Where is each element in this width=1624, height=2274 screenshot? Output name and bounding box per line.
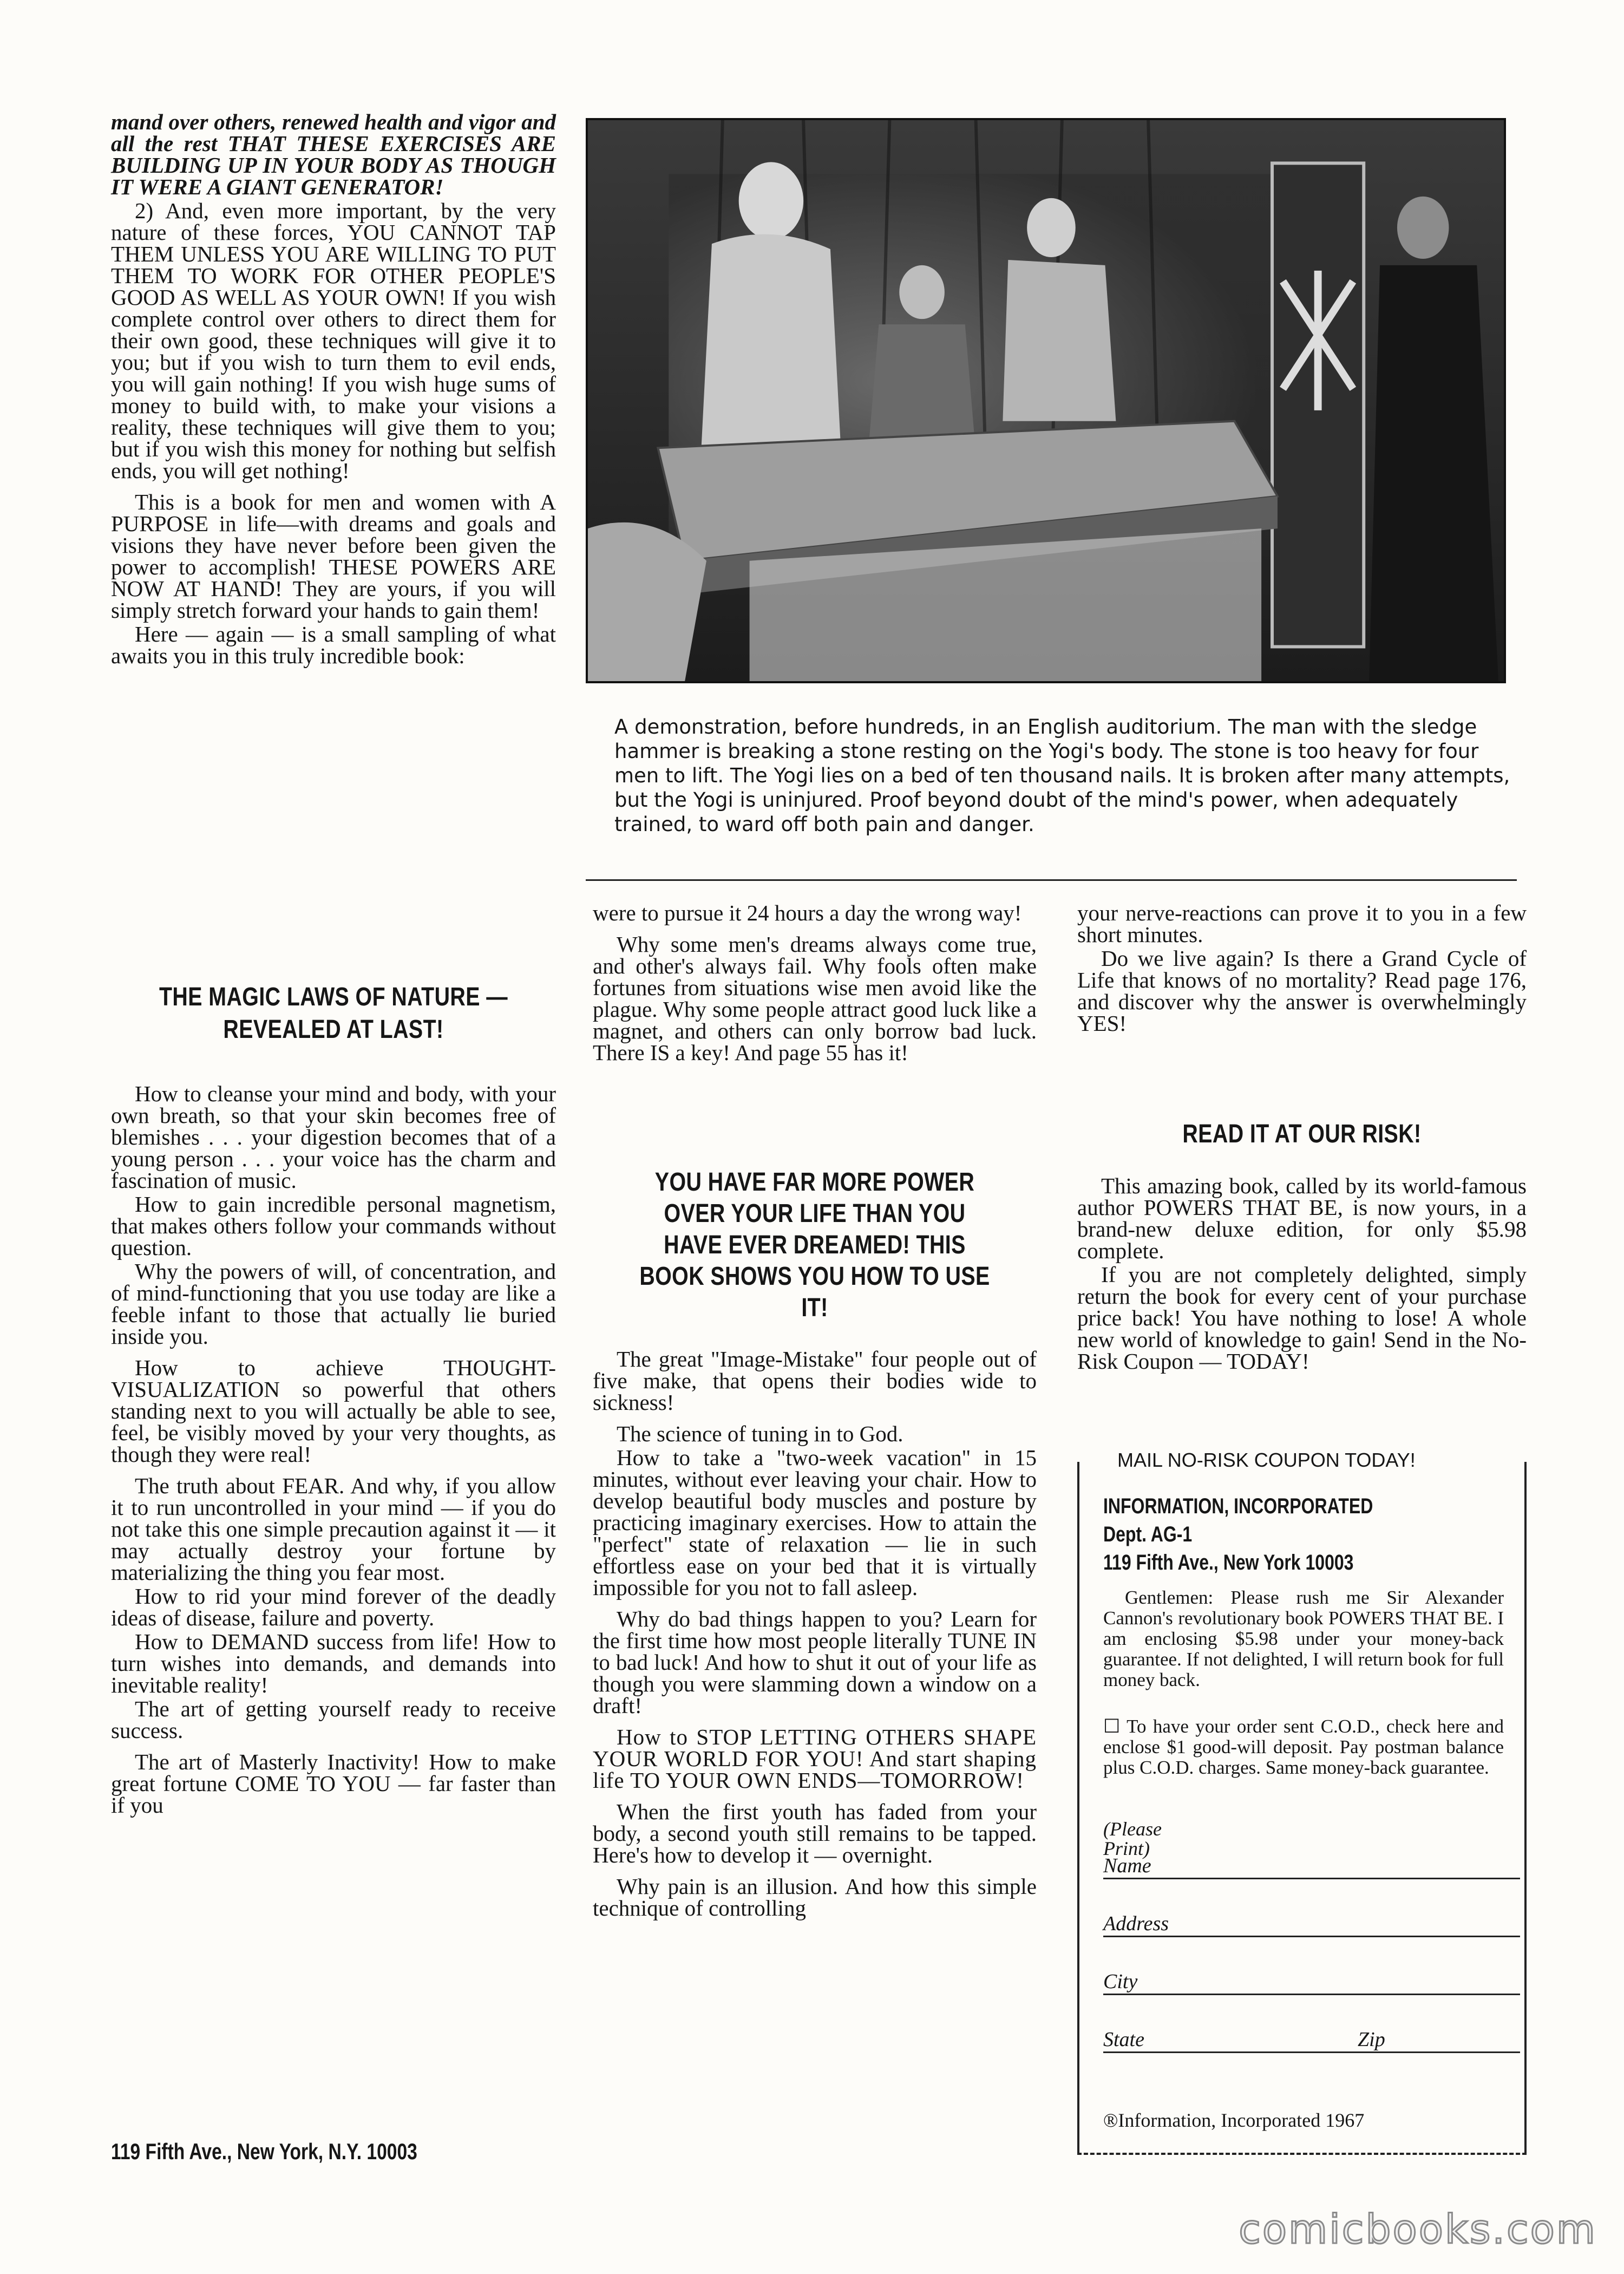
right-paragraph: Do we live again? Is there a Grand Cycle of Life that knows of no mortality? Read page 176, and discover why the answer is overwhelmingly YES! — [1077, 946, 1527, 1036]
middle-paragraph: Why some men's dreams always come true, and other's always fail. Why fools often make fortunes from situations wise men avoid like the plague. Why some people attract good luck like a magnet, and others can only borrow bad luck. There IS a key! And page 55 has it! — [593, 932, 1037, 1065]
yogi-demonstration-photo — [586, 118, 1506, 683]
coupon-dept: Dept. AG-1 — [1103, 1522, 1193, 1546]
right-paragraph: your nerve-reactions can prove it to you in a few short minutes. — [1077, 900, 1527, 947]
left-paragraph: This is a book for men and women with A PURPOSE in life—with dreams and goals and visions they have never before been given the power to accomplish! THESE POWERS ARE NOW AT HAND! They are yours, if you will simply stretch forward your hands to gain them! — [111, 489, 556, 623]
left-column — [111, 111, 556, 669]
coupon-body: Gentlemen: Please rush me Sir Alexander Cannon's revolutionary book POWERS THAT BE. I am enclosing $5.98 under your money-back guarantee. If not delighted, I will return book for full money back. — [1103, 1587, 1504, 1690]
state-label: State — [1103, 2028, 1144, 2051]
coupon-copyright: ®Information, Incorporated 1967 — [1103, 2109, 1365, 2131]
right-column — [1077, 902, 1527, 1036]
middle-paragraph: were to pursue it 24 hours a day the wrong way! — [593, 900, 1022, 925]
right-heading: READ IT AT OUR RISK! — [1182, 1120, 1422, 1148]
order-coupon — [1077, 1449, 1527, 2155]
coupon-form — [1103, 1819, 1536, 2053]
photo-illustration — [588, 120, 1504, 681]
coupon-title: MAIL NO-RISK COUPON TODAY! — [1112, 1449, 1421, 1472]
please-print-label: (Please Print) — [1103, 1818, 1162, 1859]
left-paragraph: How to achieve THOUGHT-VISUALIZATION so powerful that others standing next to you will actually be able to see, feel, be visibly moved by your very thoughts, as though they were real! — [111, 1355, 556, 1467]
left-paragraph: How to cleanse your mind and body, with your own breath, so that your skin becomes free of blemishes . . . your digestion becomes that of a young person . . . your voice has the charm and fascination of music. — [111, 1081, 556, 1193]
watermark-logo: comicbooks.com — [1239, 2206, 1597, 2253]
left-paragraph: Here — again — is a small sampling of what awaits you in this truly incredible book: — [111, 622, 556, 668]
middle-paragraph: The science of tuning in to God. — [617, 1421, 903, 1446]
city-field[interactable] — [1103, 1937, 1520, 1995]
coupon-address: 119 Fifth Ave., New York 10003 — [1103, 1551, 1354, 1574]
middle-heading: YOU HAVE FAR MORE POWER OVER YOUR LIFE THAN YOU HAVE EVER DREAMED! THIS BOOK SHOWS YOU HOW TO USE IT! — [639, 1168, 990, 1322]
middle-paragraph: The great "Image-Mistake" four people out of five make, that opens their bodies wide to sickness! — [593, 1347, 1037, 1415]
city-label: City — [1103, 1970, 1138, 1993]
left-paragraph: The truth about FEAR. And why, if you allow it to run uncontrolled in your mind — if you do not take this one simple precaution against it — it may actually destroy your fortune by materializing the thing you fear most. — [111, 1473, 556, 1585]
photo-caption: A demonstration, before hundreds, in an English auditorium. The man with the sledge hammer is breaking a stone resting on the Yogi's body. The stone is too heavy for four men to lift. The Yogi lies on a bed of ten thousand nails. It is broken after many attempts, but the Yogi is uninjured. Proof beyond doubt of the mind's power, when adequately trained, to ward off both pain and danger. — [614, 715, 1510, 836]
address-label: Address — [1103, 1912, 1169, 1935]
middle-paragraph: Why do bad things happen to you? Learn for the first time how most people literally TUNE IN to bad luck! And how to shut it out of your life as though you were slamming down a window on a draft! — [593, 1606, 1037, 1718]
address-field[interactable] — [1103, 1879, 1520, 1937]
state-zip-field[interactable] — [1103, 1995, 1520, 2053]
middle-paragraph: How to take a "two-week vacation" in 15 minutes, without ever leaving your chair. How to develop beautiful body muscles and posture by practicing imaginary exercises. How to attain the "perfect" state of relaxation — lie in such effortless ease on your bed that it is virtually impossible for you not to fall asleep. — [593, 1445, 1037, 1600]
middle-column — [593, 902, 1037, 1066]
left-column-lower — [111, 1083, 556, 1818]
left-paragraph: How to DEMAND success from life! How to turn wishes into demands, and demands into inevitable reality! — [111, 1629, 556, 1697]
left-paragraph: Why the powers of will, of concentration, and of mind-functioning that you use today are like a feeble infant to those that actually lie buried inside you. — [111, 1259, 556, 1349]
left-paragraph: How to rid your mind forever of the deadly ideas of disease, failure and poverty. — [111, 1584, 556, 1630]
right-paragraph: This amazing book, called by its world-famous author POWERS THAT BE, is now yours, in a brand-new deluxe edition, for only $5.98 complete. — [1077, 1173, 1527, 1263]
left-paragraph: The art of Masterly Inactivity! How to make great fortune COME TO YOU — far faster than if you — [111, 1749, 556, 1818]
middle-paragraph: How to STOP LETTING OTHERS SHAPE YOUR WORLD FOR YOU! And start shaping life TO YOUR OWN ENDS—TOMORROW! — [593, 1724, 1037, 1793]
name-field[interactable] — [1103, 1854, 1520, 1879]
caption-rule — [586, 879, 1517, 881]
left-paragraph: How to gain incredible personal magnetism, that makes others follow your commands without question. — [111, 1192, 556, 1260]
middle-column-lower — [593, 1348, 1037, 1921]
left-paragraph: The art of getting yourself ready to receive success. — [111, 1696, 556, 1743]
right-paragraph: If you are not completely delighted, simply return the book for every cent of your purchase price back! You have nothing to lose! A whole new world of knowledge to gain! Send in the No-Risk Coupon — TODAY! — [1077, 1262, 1527, 1374]
coupon-company: INFORMATION, INCORPORATED — [1103, 1494, 1373, 1518]
zip-label: Zip — [1358, 2028, 1385, 2051]
left-paragraph: 2) And, even more important, by the very nature of these forces, YOU CANNOT TAP THEM UNLESS YOU ARE WILLING TO PUT THEM TO WORK FOR OTHER PEOPLE'S GOOD AS WELL AS YOUR OWN! If you wish complete control over others to direct them for their own good, these techniques will give it to you; but if you wish to turn them to evil ends, you will gain nothing! If you wish huge sums of money to build with, to make your visions a reality, these techniques will give them to you; but if you wish this money for nothing but selfish ends, you will get nothing! — [111, 198, 556, 483]
footer-address: 119 Fifth Ave., New York, N.Y. 10003 — [111, 2139, 417, 2164]
left-paragraph: mand over others, renewed health and vigor and all the rest THAT THESE EXERCISES ARE BUILDING UP IN YOUR BODY AS THOUGH IT WERE A GIANT GENERATOR! — [111, 109, 556, 199]
left-heading: THE MAGIC LAWS OF NATURE — REVEALED AT LAST! — [159, 983, 508, 1044]
middle-paragraph: Why pain is an illusion. And how this simple technique of controlling — [593, 1874, 1037, 1920]
right-column-lower — [1077, 1175, 1527, 1374]
name-label: Name — [1103, 1854, 1151, 1877]
middle-paragraph: When the first youth has faded from your body, a second youth still remains to be tapped. Here's how to develop it — overnight. — [593, 1799, 1037, 1867]
coupon-cod-option[interactable]: ☐ To have your order sent C.O.D., check here and enclose $1 good-will deposit. Pay postman balance plus C.O.D. charges. Same money-back guarantee. — [1103, 1716, 1504, 1778]
